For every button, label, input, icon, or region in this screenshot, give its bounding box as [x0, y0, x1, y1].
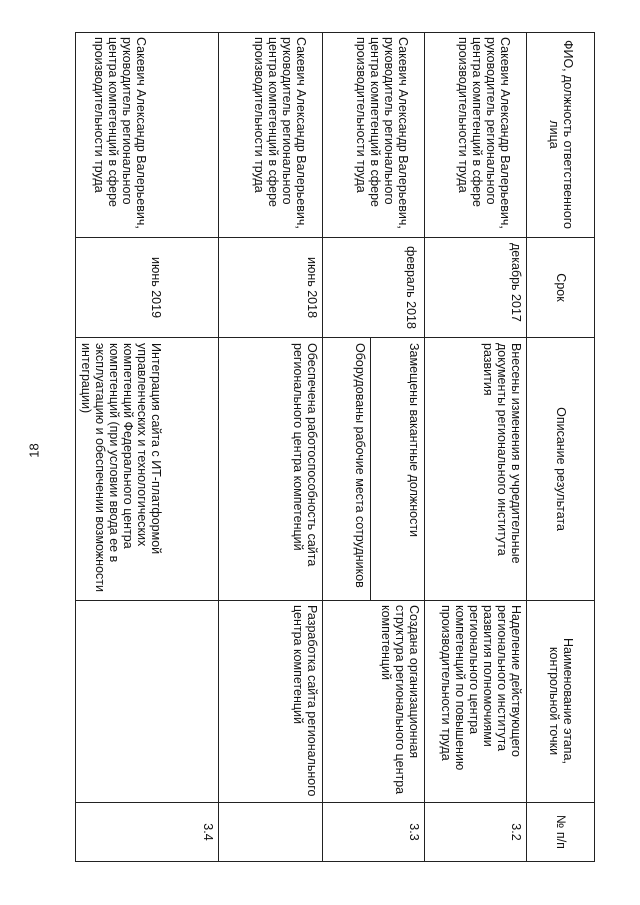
header-deadline: Срок [554, 273, 568, 302]
result-description: Внесены изменения в учредительные документы регионального института развития [481, 343, 523, 564]
header-stage: Наименование этапа, контрольной точки [547, 638, 575, 764]
header-description: Описание результата [554, 407, 568, 531]
responsible-person: Сакевич Александр Валерьевич, руководитель регионального центра компетенций в сфере производительности труда [252, 37, 308, 229]
row-num: 3.2 [509, 823, 523, 841]
responsible-person: Сакевич Александр Валерьевич, руководитель регионального центра компетенций в сфере производительности труда [92, 37, 148, 229]
result-deadline: февраль 2018 [404, 246, 418, 329]
page-number: 18 [26, 443, 42, 458]
stage-name: Создана организационная структура регионального центра компетенций [379, 605, 421, 795]
result-description: Оборудованы рабочие места сотрудников [353, 343, 367, 588]
result-description: Интеграция сайта с ИТ-платформой управленческих и технологических компетенций Федерального центра компетенций (при условии ввода ее в эксплуатацию и обеспечении возможности интеграции) [79, 343, 163, 592]
result-deadline: июнь 2019 [149, 256, 163, 319]
result-description: Обеспечена работоспособность сайта регионального центра компетенций [291, 343, 319, 567]
header-num: № п/п [554, 815, 568, 849]
row-num: 3.3 [407, 823, 421, 841]
stage-name: Наделение действующего регионального института развития полномочиями регионального центра компетенций по повышению производительности труда [439, 605, 523, 771]
stage-name: Разработка сайта регионального центра компетенций [291, 605, 319, 797]
responsible-person: Сакевич Александр Валерьевич, руководитель регионального центра компетенций в сфере производительности труда [354, 37, 410, 229]
plan-table [75, 32, 595, 862]
result-deadline: июнь 2018 [305, 256, 319, 319]
responsible-person: Сакевич Александр Валерьевич, руководитель регионального центра компетенций в сфере производительности труда [456, 37, 512, 229]
result-description: Замещены вакантные должности [407, 343, 421, 538]
result-deadline: декабрь 2017 [509, 243, 523, 322]
row-num: 3.4 [201, 823, 215, 841]
header-responsible: ФИО, должность ответственного лица [547, 39, 575, 230]
